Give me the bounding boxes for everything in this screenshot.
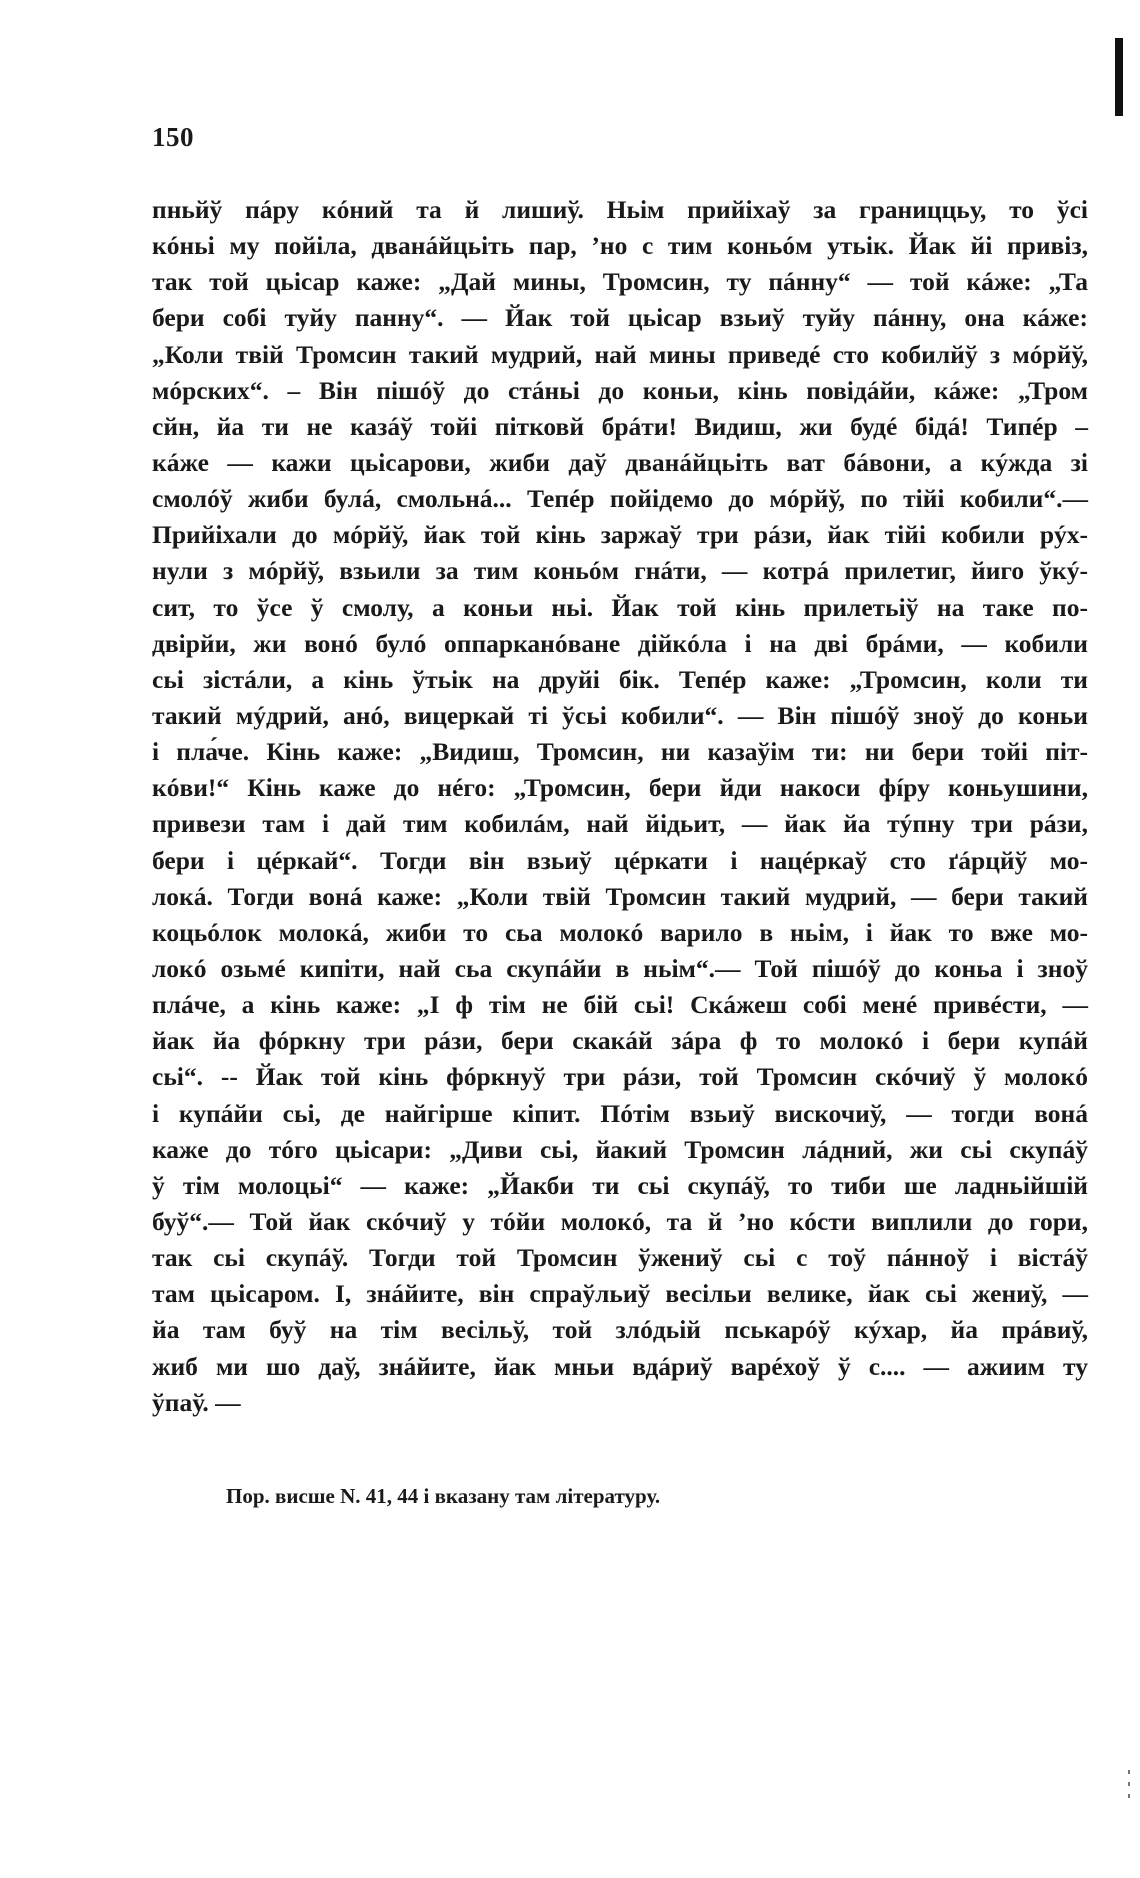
- text-line: нули з мóрйў, взьили за тим коньóм гнáти, — котрá прилетиг, йиго ўкý-: [152, 556, 1088, 586]
- text-line: кóньі му пойіла, дванáйцьіть пар, ’но с тим коньóм утьік. Йак йі привіз,: [152, 231, 1088, 261]
- text-line: „Коли твій Тромсин такий мудрий, най мины приведé сто кобилйў з мóрйў,: [152, 339, 1088, 369]
- text-line: бери собі туйу панну“. — Йак той цьісар взьиў туйу пáнну, она кáже:: [152, 303, 1088, 333]
- text-line: кóви!“ Кінь каже до нéго: „Тромсин, бери йди накоси фíру коньушини,: [152, 773, 1088, 803]
- text-line: каже до тóго цьісари: „Диви сьі, йакий Тромсин лáдний, жи сьі скупáў: [152, 1134, 1088, 1164]
- text-line: такий мýдрий, анó, вицеркай ті ўсьі кобили“. — Він пішóў зноў до коньи: [152, 700, 1088, 730]
- text-line: плáче, а кінь каже: „І ф тім не бій сьі! Скáжеш собі менé привéсти, —: [152, 990, 1088, 1020]
- text-line: сьі“. -- Йак той кінь фóркнуў три рáзи, той Тромсин скóчиў ў молокó: [152, 1062, 1088, 1092]
- scan-specks: [1128, 1770, 1130, 1810]
- text-line: так сьі скупáў. Тогди той Тромсин ўжениў сьі с тоў пáнноў і вістáў: [152, 1243, 1088, 1273]
- text-line: там цьісаром. І, знáйите, він спраўльиў весільи велике, йак сьі жениў, —: [152, 1279, 1088, 1309]
- text-line: сйн, йа ти не казáў тойі пітковй брáти! Видиш, жи будé бідá! Типéр –: [152, 411, 1088, 441]
- text-line: і купáйи сьі, де найгірше кіпит. Пóтім взьиў вискочиў, — тогди вонá: [152, 1098, 1088, 1128]
- text-line: Прийіхали до мóрйў, йак той кінь заржаў три рáзи, йак тійі кобили рýх-: [152, 520, 1088, 550]
- text-line: буў“.— Той йак скóчиў у тóйи молокó, та й ’но кóсти виплили до гори,: [152, 1206, 1088, 1236]
- text-line: і пла́че. Кінь каже: „Видиш, Тромсин, ни казаўім ти: ни бери тойі піт-: [152, 737, 1088, 767]
- body-text: [152, 192, 1088, 1421]
- page-number: 150: [152, 122, 194, 152]
- text-line: двірйи, жи вонó булó оппарканóване дійкóла і на дві брáми, — кобили: [152, 628, 1088, 658]
- margin-mark: [1115, 38, 1123, 116]
- text-line: смолóў жиби булá, смольнá... Тепéр пойідемо до мóрйў, по тійі кобили“.—: [152, 484, 1088, 514]
- text-line: кáже — кажи цьісарови, жиби даў дванáйцьіть ват бáвони, а кýжда зі: [152, 447, 1088, 477]
- text-line: ў тім молоцьі“ — каже: „Йакби ти сьі скупáў, то тиби ше ладньійшій: [152, 1170, 1088, 1200]
- footnote: Пор. висше N. 41, 44 і вказану там літературу.: [226, 1484, 661, 1508]
- text-line: бери і цéркай“. Тогди він взьиў цéркати і нацéркаў сто ґáрцйў мо-: [152, 845, 1088, 875]
- text-line: локó озьмé кипіти, най сьа скупáйи в ньім“.— Той пішóў до коньа і зноў: [152, 953, 1088, 983]
- text-line: йак йа фóркну три рáзи, бери скакáй зáра ф то молокó і бери купáй: [152, 1026, 1088, 1056]
- text-line: йа там буў на тім весільў, той злóдьій пськарóў кýхар, йа прáвиў,: [152, 1315, 1088, 1345]
- text-line: жиб ми шо даў, знáйите, йак мньи вдáриў варéхоў ў с.... — ажиим ту: [152, 1351, 1088, 1381]
- text-line: коцьóлок молокá, жиби то сьа молокó варило в ньім, і йак то вже мо-: [152, 917, 1088, 947]
- text-line: сьі зістáли, а кінь ўтьік на друйі бік. Тепéр каже: „Тромсин, коли ти: [152, 664, 1088, 694]
- text-line: мóрских“. – Він пішóў до стáньі до коньи, кінь повідáйи, кáже: „Тром: [152, 375, 1088, 405]
- text-line: так той цьісар каже: „Дай мины, Тромсин, ту пáнну“ — той кáже: „Та: [152, 267, 1088, 297]
- text-line: пньйў пáру кóний та й лишиў. Ньім прийіхаў за границцьу, то ўсі: [152, 195, 1088, 224]
- text-line: ўпаў. —: [152, 1387, 241, 1417]
- text-line: сит, то ўсе ў смолу, а коньи ньі. Йак той кінь прилетьіў на таке по-: [152, 592, 1088, 622]
- text-line: локá. Тогди вонá каже: „Коли твій Тромсин такий мудрий, — бери такий: [152, 881, 1088, 911]
- text-line: привези там і дай тим кобилáм, най йідьит, — йак йа тýпну три рáзи,: [152, 809, 1088, 839]
